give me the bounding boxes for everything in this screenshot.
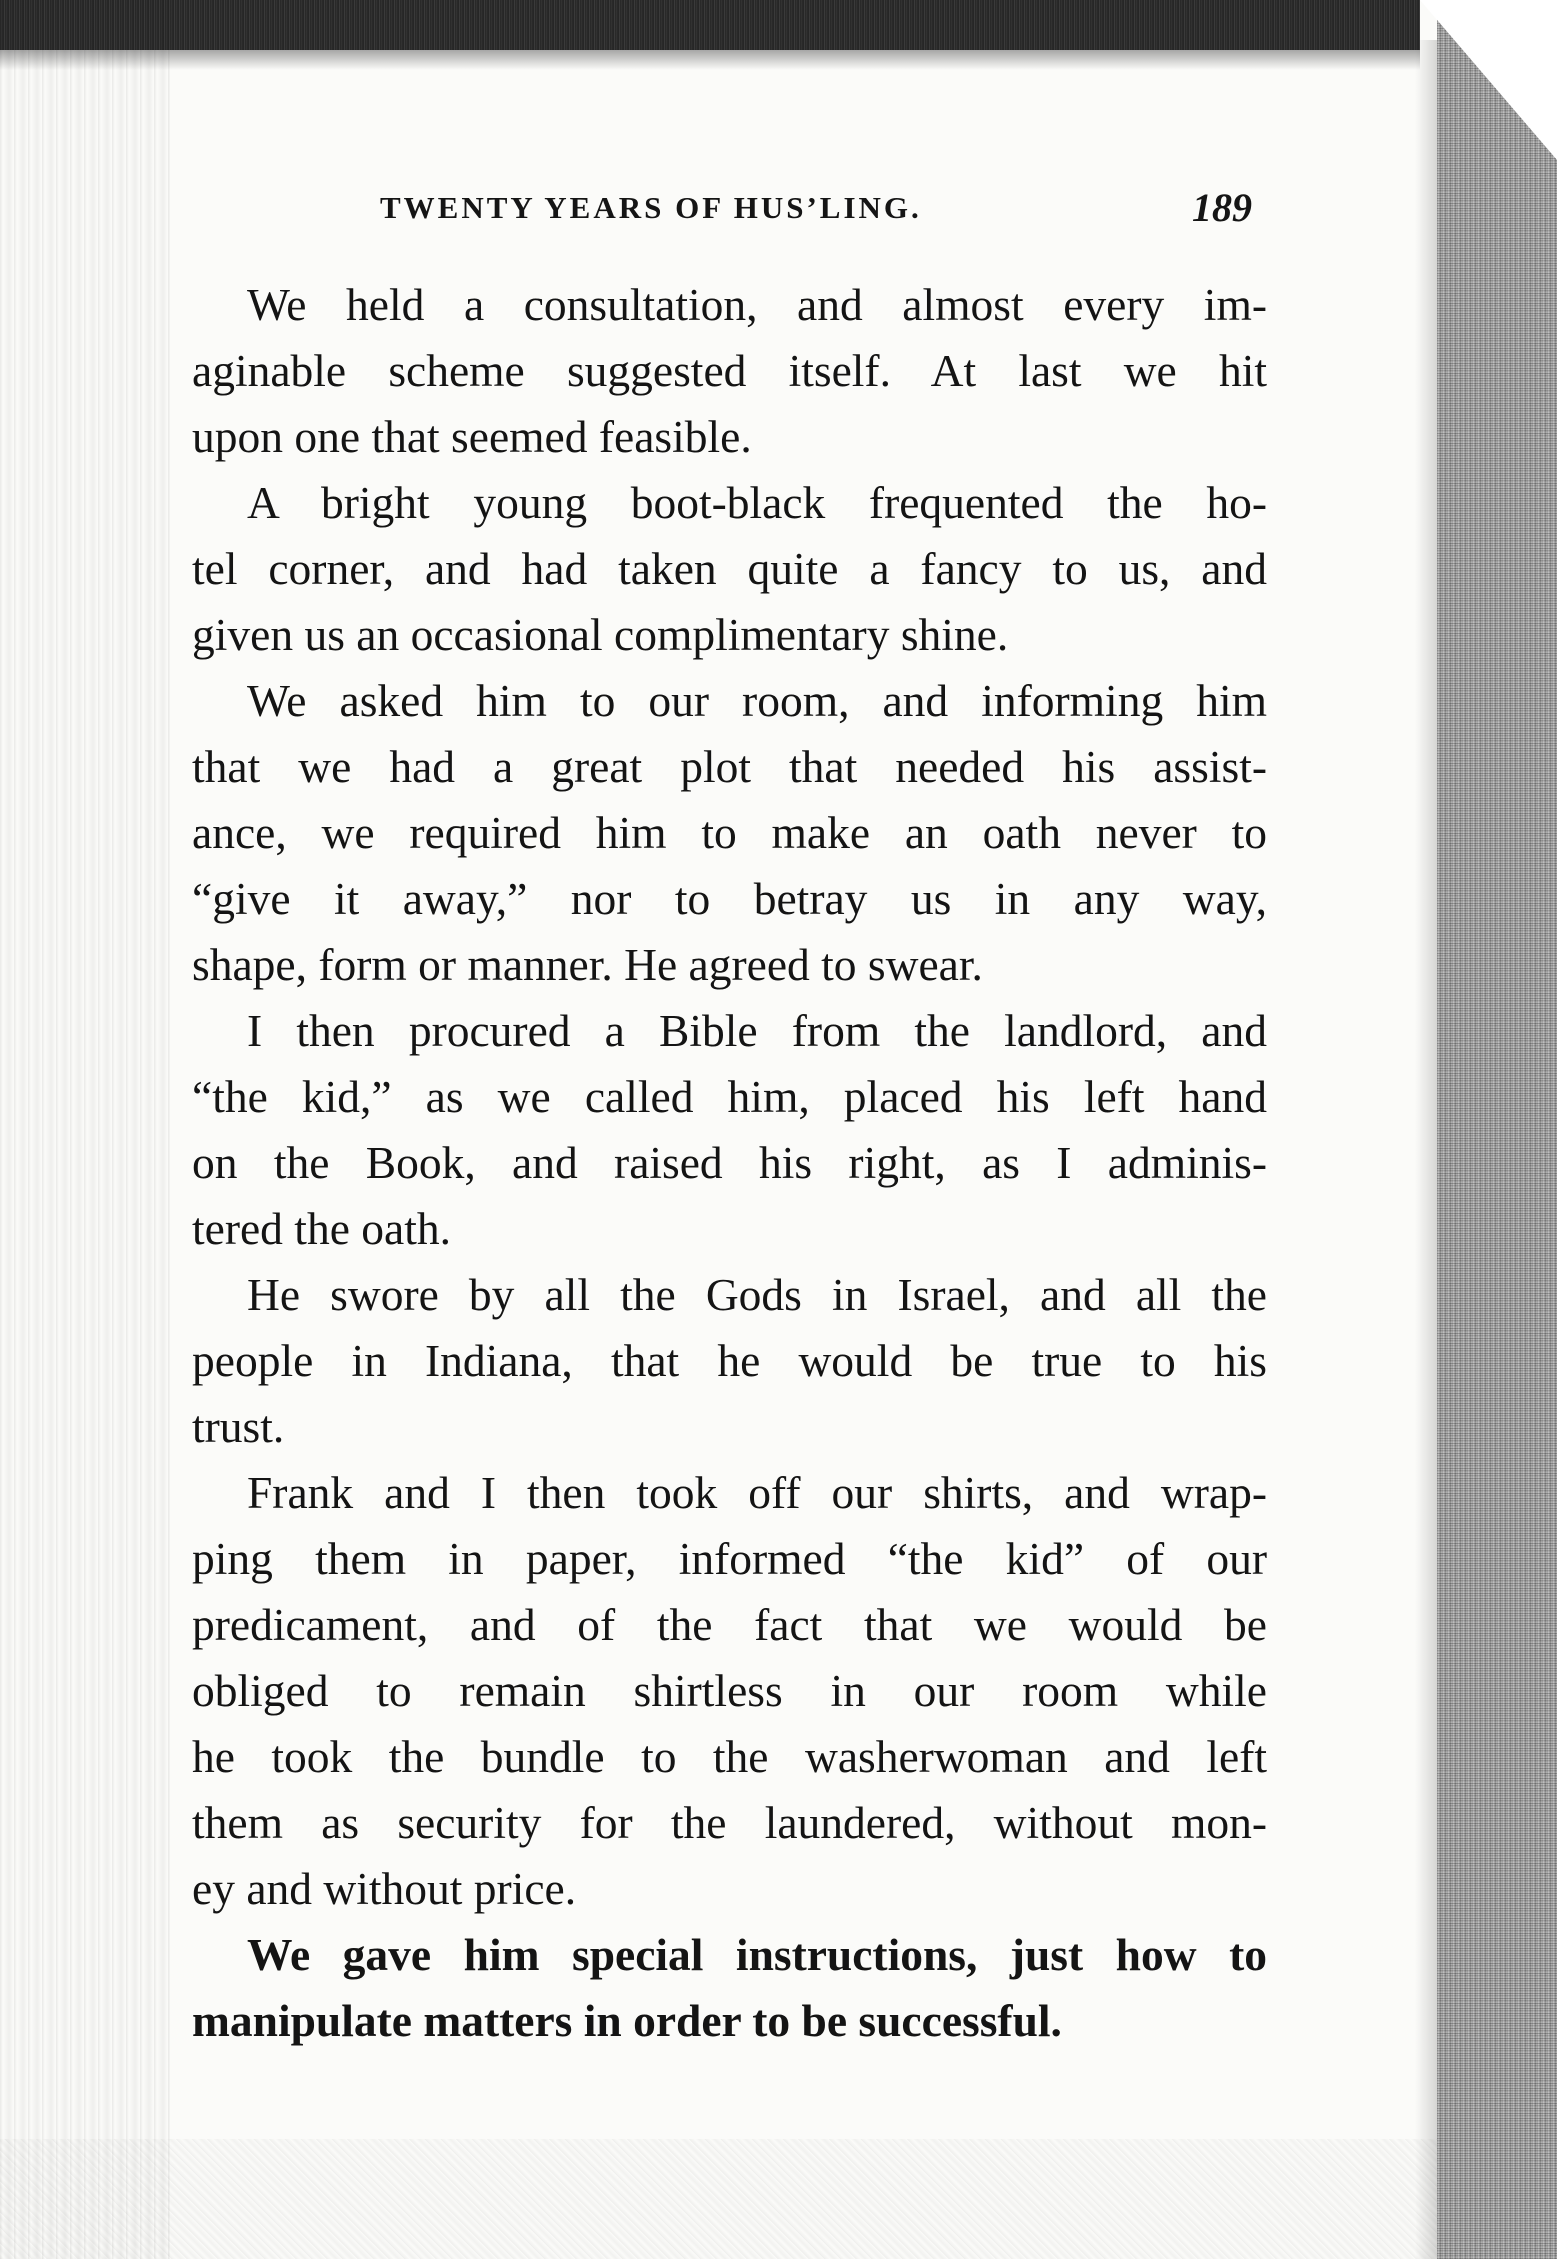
body-text bbox=[192, 272, 1267, 2054]
text-line: We asked him to our room, and informing him bbox=[247, 675, 1267, 726]
page-corner bbox=[1420, 0, 1557, 160]
text-line: manipulate matters in order to be successful. bbox=[192, 1995, 1062, 2046]
scan-left-gutter bbox=[0, 0, 170, 2259]
text-line: ance, we required him to make an oath never to bbox=[192, 807, 1267, 858]
paragraph-5 bbox=[192, 1262, 1267, 1460]
text-line: that we had a great plot that needed his assist- bbox=[192, 741, 1267, 792]
text-line: I then procured a Bible from the landlord, and bbox=[247, 1005, 1267, 1056]
text-line: He swore by all the Gods in Israel, and all the bbox=[247, 1269, 1267, 1320]
page-edge-shadow bbox=[1415, 40, 1437, 2259]
paragraph-3 bbox=[192, 668, 1267, 998]
running-title: TWENTY YEARS OF HUS’LING. bbox=[380, 190, 922, 225]
text-line: trust. bbox=[192, 1401, 285, 1452]
text-line: tel corner, and had taken quite a fancy to us, and bbox=[192, 543, 1267, 594]
paragraph-2 bbox=[192, 470, 1267, 668]
scan-bottom-noise bbox=[0, 2139, 1437, 2259]
text-line: ping them in paper, informed “the kid” of our bbox=[192, 1533, 1267, 1584]
text-line: aginable scheme suggested itself. At last we hit bbox=[192, 345, 1267, 396]
text-line: given us an occasional complimentary shine. bbox=[192, 609, 1009, 660]
page-number: 189 bbox=[1192, 185, 1252, 230]
paragraph-1 bbox=[192, 272, 1267, 470]
text-line: people in Indiana, that he would be true to his bbox=[192, 1335, 1267, 1386]
text-line: them as security for the laundered, without mon- bbox=[192, 1797, 1267, 1848]
text-line: ey and without price. bbox=[192, 1863, 577, 1914]
text-line: Frank and I then took off our shirts, and wrap- bbox=[247, 1467, 1267, 1518]
text-line: predicament, and of the fact that we would be bbox=[192, 1599, 1267, 1650]
text-line: on the Book, and raised his right, as I adminis- bbox=[192, 1137, 1267, 1188]
text-line: We gave him special instructions, just how to bbox=[247, 1929, 1267, 1980]
scan-top-edge bbox=[0, 0, 1420, 50]
running-head bbox=[380, 185, 1260, 240]
text-line: shape, form or manner. He agreed to swear. bbox=[192, 939, 983, 990]
paragraph-4 bbox=[192, 998, 1267, 1262]
scan-top-shadow bbox=[0, 50, 1420, 70]
paragraph-6 bbox=[192, 1460, 1267, 1922]
paragraph-7 bbox=[192, 1922, 1267, 2054]
text-line: obliged to remain shirtless in our room while bbox=[192, 1665, 1267, 1716]
text-line: We held a consultation, and almost every im- bbox=[247, 279, 1267, 330]
text-line: upon one that seemed feasible. bbox=[192, 411, 752, 462]
book-edge-stipple bbox=[1437, 0, 1557, 2259]
text-line: he took the bundle to the washerwoman and left bbox=[192, 1731, 1267, 1782]
text-line: tered the oath. bbox=[192, 1203, 451, 1254]
text-line: A bright young boot-black frequented the ho- bbox=[247, 477, 1267, 528]
text-line: “the kid,” as we called him, placed his left hand bbox=[192, 1071, 1267, 1122]
text-line: “give it away,” nor to betray us in any way, bbox=[192, 873, 1267, 924]
